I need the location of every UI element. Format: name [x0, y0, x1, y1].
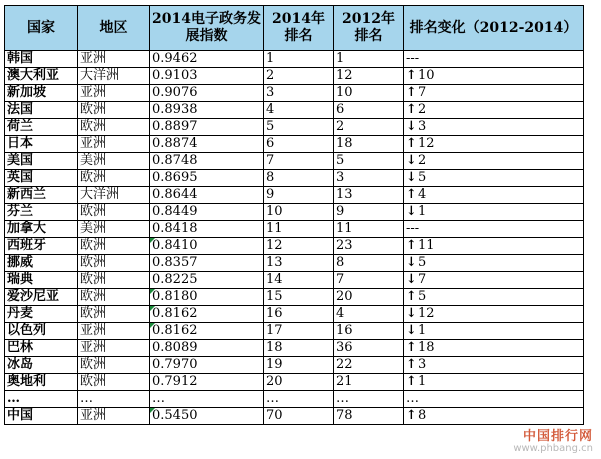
rank-2012-cell: 78: [334, 408, 404, 425]
region-cell: 欧洲: [78, 119, 150, 136]
rank-change-cell: [404, 221, 584, 238]
rank-2012-cell: 6: [334, 102, 404, 119]
rank-change-cell: [404, 255, 584, 272]
country-cell: 爱沙尼亚: [5, 289, 78, 306]
table-row: [5, 187, 584, 204]
rank-2014-cell: 4: [264, 102, 334, 119]
arrow-down-icon: ↓: [406, 323, 417, 338]
header-country: 国家: [5, 6, 78, 51]
table-row: [5, 391, 584, 408]
rank-2012-cell: 7: [334, 272, 404, 289]
rank-change-cell: [404, 238, 584, 255]
rank-change-cell: [404, 323, 584, 340]
rank-change-value: 2: [418, 153, 427, 168]
rank-2012-cell: 1: [334, 51, 404, 68]
rank-change-cell: [404, 119, 584, 136]
rank-change-value: 3: [418, 119, 427, 134]
arrow-down-icon: ↓: [406, 272, 417, 287]
region-cell: 大洋洲: [78, 187, 150, 204]
index-cell: 0.8449: [150, 204, 264, 221]
rank-2012-cell: 12: [334, 68, 404, 85]
arrow-down-icon: ↓: [406, 204, 417, 219]
rank-2014-cell: 70: [264, 408, 334, 425]
arrow-up-icon: ↑: [406, 187, 417, 202]
rank-2014-cell: 16: [264, 306, 334, 323]
index-cell: 0.9103: [150, 68, 264, 85]
rank-change-value: 1: [418, 204, 427, 219]
watermark-site-name: 中国排行网: [522, 429, 593, 444]
index-cell: 0.8180: [150, 289, 264, 306]
country-cell: 中国: [5, 408, 78, 425]
index-cell: 0.8695: [150, 170, 264, 187]
region-cell: 欧洲: [78, 255, 150, 272]
rank-2014-cell: 5: [264, 119, 334, 136]
rank-2014-cell: 20: [264, 374, 334, 391]
rank-2014-cell: 11: [264, 221, 334, 238]
table-row: [5, 85, 584, 102]
region-cell: 欧洲: [78, 289, 150, 306]
country-cell: 美国: [5, 153, 78, 170]
rank-2012-cell: 4: [334, 306, 404, 323]
index-cell: 0.5450: [150, 408, 264, 425]
rank-2014-cell: 17: [264, 323, 334, 340]
rank-change-cell: [404, 85, 584, 102]
header-region: 地区: [78, 6, 150, 51]
rank-2012-cell: …: [334, 391, 404, 408]
rank-change-cell: [404, 170, 584, 187]
arrow-up-icon: ↑: [406, 102, 417, 117]
rank-2014-cell: 1: [264, 51, 334, 68]
table-row: [5, 51, 584, 68]
rank-change-cell: [404, 136, 584, 153]
rank-change-value: 5: [418, 170, 427, 185]
country-cell: 巴林: [5, 340, 78, 357]
index-cell: 0.8410: [150, 238, 264, 255]
country-cell: 西班牙: [5, 238, 78, 255]
table-row: [5, 221, 584, 238]
arrow-up-icon: ↑: [406, 357, 417, 372]
arrow-down-icon: ↓: [406, 306, 417, 321]
region-cell: 亚洲: [78, 340, 150, 357]
region-cell: 大洋洲: [78, 68, 150, 85]
country-cell: 丹麦: [5, 306, 78, 323]
header-row: [5, 6, 584, 51]
rank-2012-cell: 22: [334, 357, 404, 374]
table-row: [5, 119, 584, 136]
rank-change-value: 5: [418, 255, 427, 270]
index-cell: 0.8357: [150, 255, 264, 272]
rank-change-cell: [404, 68, 584, 85]
rank-change-value: ---: [406, 221, 420, 236]
rank-change-value: 12: [418, 136, 435, 151]
rank-2014-cell: 6: [264, 136, 334, 153]
rank-2012-cell: 16: [334, 323, 404, 340]
region-cell: 亚洲: [78, 85, 150, 102]
arrow-down-icon: ↓: [406, 119, 417, 134]
table-row: [5, 340, 584, 357]
rank-2014-cell: …: [264, 391, 334, 408]
rank-2014-cell: 12: [264, 238, 334, 255]
rank-change-value: 1: [418, 323, 427, 338]
rank-change-cell: [404, 187, 584, 204]
rank-change-value: 11: [418, 238, 435, 253]
arrow-up-icon: ↑: [406, 289, 417, 304]
arrow-up-icon: ↑: [406, 408, 417, 423]
rank-change-cell: [404, 340, 584, 357]
region-cell: 亚洲: [78, 136, 150, 153]
rank-change-cell: [404, 204, 584, 221]
table-row: [5, 306, 584, 323]
rank-change-cell: [404, 374, 584, 391]
region-cell: 欧洲: [78, 306, 150, 323]
country-cell: 加拿大: [5, 221, 78, 238]
rank-change-cell: [404, 51, 584, 68]
index-cell: 0.7970: [150, 357, 264, 374]
rank-change-value: 5: [418, 289, 427, 304]
rank-2012-cell: 18: [334, 136, 404, 153]
table-row: [5, 323, 584, 340]
index-cell: 0.9076: [150, 85, 264, 102]
arrow-up-icon: ↑: [406, 238, 417, 253]
rank-2014-cell: 10: [264, 204, 334, 221]
rank-2014-cell: 8: [264, 170, 334, 187]
rank-2012-cell: 23: [334, 238, 404, 255]
rank-change-value: 4: [418, 187, 427, 202]
rank-change-value: 7: [418, 85, 427, 100]
egov-ranking-table: [4, 5, 584, 425]
rank-change-value: 2: [418, 102, 427, 117]
region-cell: 美洲: [78, 153, 150, 170]
rank-2014-cell: 15: [264, 289, 334, 306]
region-cell: 亚洲: [78, 408, 150, 425]
rank-change-value: 10: [418, 68, 435, 83]
rank-change-cell: [404, 289, 584, 306]
country-cell: 冰岛: [5, 357, 78, 374]
rank-2014-cell: 9: [264, 187, 334, 204]
rank-2012-cell: 3: [334, 170, 404, 187]
table-row: [5, 408, 584, 425]
rank-change-value: 3: [418, 357, 427, 372]
rank-2012-cell: 11: [334, 221, 404, 238]
table-row: [5, 255, 584, 272]
index-cell: 0.8897: [150, 119, 264, 136]
arrow-up-icon: ↑: [406, 85, 417, 100]
region-cell: 欧洲: [78, 170, 150, 187]
rank-change-cell: [404, 153, 584, 170]
table-row: [5, 153, 584, 170]
index-cell: 0.7912: [150, 374, 264, 391]
table-row: [5, 272, 584, 289]
site-watermark: [513, 431, 593, 455]
rank-2012-cell: 36: [334, 340, 404, 357]
rank-change-cell: [404, 357, 584, 374]
country-cell: 英国: [5, 170, 78, 187]
rank-change-cell: [404, 408, 584, 425]
arrow-down-icon: ↓: [406, 170, 417, 185]
region-cell: 欧洲: [78, 102, 150, 119]
rank-2014-cell: 14: [264, 272, 334, 289]
rank-2014-cell: 7: [264, 153, 334, 170]
region-cell: 美洲: [78, 221, 150, 238]
index-cell: 0.8418: [150, 221, 264, 238]
rank-2012-cell: 8: [334, 255, 404, 272]
country-cell: 以色列: [5, 323, 78, 340]
country-cell: 荷兰: [5, 119, 78, 136]
index-cell: 0.9462: [150, 51, 264, 68]
table-row: [5, 357, 584, 374]
header-rank-2014: 2014年排名: [264, 6, 334, 51]
region-cell: 亚洲: [78, 51, 150, 68]
country-cell: 日本: [5, 136, 78, 153]
region-cell: …: [78, 391, 150, 408]
table-row: [5, 170, 584, 187]
watermark-url: www.phbang.cn: [513, 443, 593, 454]
region-cell: 亚洲: [78, 323, 150, 340]
region-cell: 欧洲: [78, 374, 150, 391]
table-row: [5, 136, 584, 153]
country-cell: 韩国: [5, 51, 78, 68]
rank-change-value: 18: [418, 340, 435, 355]
index-cell: 0.8225: [150, 272, 264, 289]
country-cell: 奥地利: [5, 374, 78, 391]
country-cell: 瑞典: [5, 272, 78, 289]
rank-change-cell: [404, 391, 584, 408]
country-cell: 法国: [5, 102, 78, 119]
rank-2014-cell: 3: [264, 85, 334, 102]
rank-2012-cell: 13: [334, 187, 404, 204]
country-cell: 芬兰: [5, 204, 78, 221]
arrow-down-icon: ↓: [406, 255, 417, 270]
table-row: [5, 102, 584, 119]
table-row: [5, 374, 584, 391]
region-cell: 欧洲: [78, 238, 150, 255]
rank-change-cell: [404, 306, 584, 323]
rank-change-cell: [404, 272, 584, 289]
rank-change-value: ---: [406, 51, 420, 66]
index-cell: 0.8748: [150, 153, 264, 170]
rank-2012-cell: 9: [334, 204, 404, 221]
arrow-down-icon: ↓: [406, 153, 417, 168]
country-cell: 新西兰: [5, 187, 78, 204]
region-cell: 欧洲: [78, 272, 150, 289]
rank-change-value: 8: [418, 408, 427, 423]
rank-change-value: 1: [418, 374, 427, 389]
index-cell: …: [150, 391, 264, 408]
index-cell: 0.8089: [150, 340, 264, 357]
rank-change-value: 7: [418, 272, 427, 287]
index-cell: 0.8644: [150, 187, 264, 204]
rank-change-value: …: [406, 391, 419, 406]
region-cell: 欧洲: [78, 357, 150, 374]
rank-2012-cell: 2: [334, 119, 404, 136]
rank-2012-cell: 21: [334, 374, 404, 391]
index-cell: 0.8874: [150, 136, 264, 153]
arrow-up-icon: ↑: [406, 340, 417, 355]
region-cell: 欧洲: [78, 204, 150, 221]
table-row: [5, 204, 584, 221]
arrow-up-icon: ↑: [406, 136, 417, 151]
country-cell: 新加坡: [5, 85, 78, 102]
country-cell: 澳大利亚: [5, 68, 78, 85]
rank-2012-cell: 20: [334, 289, 404, 306]
index-cell: 0.8162: [150, 306, 264, 323]
arrow-up-icon: ↑: [406, 68, 417, 83]
rank-change-value: 12: [418, 306, 435, 321]
rank-2014-cell: 19: [264, 357, 334, 374]
table-row: [5, 238, 584, 255]
rank-2014-cell: 13: [264, 255, 334, 272]
index-cell: 0.8938: [150, 102, 264, 119]
rank-2012-cell: 10: [334, 85, 404, 102]
table-row: [5, 289, 584, 306]
rank-2014-cell: 18: [264, 340, 334, 357]
header-rank-change: 排名变化（2012-2014）: [404, 6, 584, 51]
header-index-2014: 2014电子政务发展指数: [150, 6, 264, 51]
index-cell: 0.8162: [150, 323, 264, 340]
country-cell: 挪威: [5, 255, 78, 272]
rank-change-cell: [404, 102, 584, 119]
rank-2012-cell: 5: [334, 153, 404, 170]
rank-2014-cell: 2: [264, 68, 334, 85]
country-cell: …: [5, 391, 78, 408]
table-row: [5, 68, 584, 85]
header-rank-2012: 2012年排名: [334, 6, 404, 51]
arrow-up-icon: ↑: [406, 374, 417, 389]
